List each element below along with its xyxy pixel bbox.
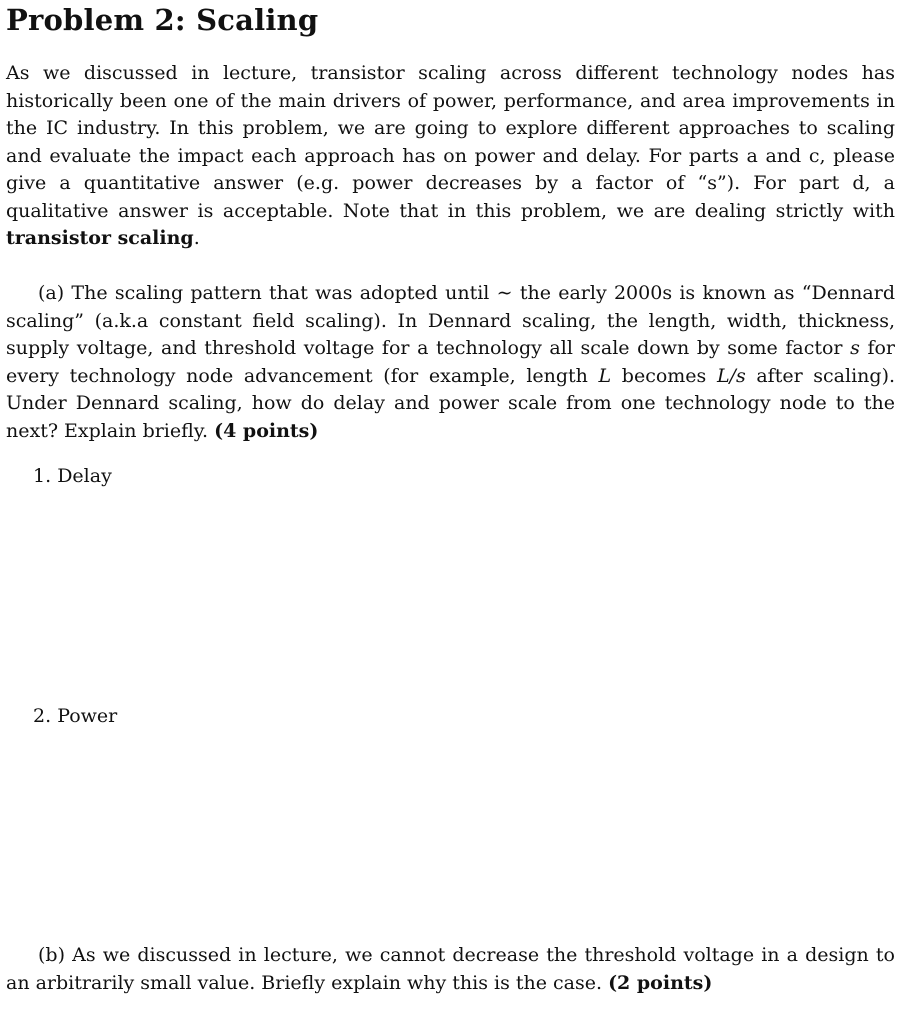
list-item-label: Delay: [57, 465, 112, 487]
list-item-number: 2.: [33, 705, 52, 727]
intro-bold-term: transistor scaling: [6, 227, 194, 249]
list-item-power: [33, 703, 117, 730]
intro-text: As we discussed in lecture, transistor scaling across different technology nodes has historically been one of the main drivers of power, performance, and area improvements in the IC industry. In this problem, we are going to explore different approaches to scaling and evaluate the impact each approach has on power and delay. For parts a and c, please give a quantitative answer (e.g. power decreases by a factor of “s”). For part d, a qualitative answer is acceptable. Note that in this problem, we are dealing strictly with: [6, 62, 895, 222]
list-item-number: 1.: [33, 465, 52, 487]
intro-paragraph: [6, 60, 895, 253]
list-item-label: Power: [57, 705, 118, 727]
part-a-text-2: for every technology node advancement (for example, length: [6, 337, 896, 387]
part-a-points: (4 points): [214, 419, 319, 442]
part-b-points: (2 points): [608, 971, 713, 994]
part-a-text-4: after scaling). Under Dennard scaling, how do delay and power scale from one technology node to the next? Explain briefly.: [6, 364, 896, 442]
problem-title: Problem 2: Scaling: [6, 3, 319, 37]
math-var-L-over-s: L/s: [716, 364, 746, 387]
math-var-s: s: [850, 337, 860, 359]
part-b-paragraph: [6, 942, 895, 997]
list-item-delay: [33, 463, 112, 490]
part-a-paragraph: [6, 280, 895, 445]
part-b-text: (b) As we discussed in lecture, we cannot decrease the threshold voltage in a design to an arbitrarily small value. Briefly explain why this is the case.: [6, 944, 895, 994]
part-a-text-3: becomes: [611, 364, 717, 387]
intro-end-punct: .: [193, 227, 200, 249]
math-var-L: L: [598, 364, 612, 387]
part-a-text-1: (a) The scaling pattern that was adopted until ∼ the early 2000s is known as “Dennard scaling” (a.k.a constant field scaling). In Dennard scaling, the length, width, thickness, supply voltage, and threshold voltage for a technology all scale down by some factor: [6, 282, 895, 359]
